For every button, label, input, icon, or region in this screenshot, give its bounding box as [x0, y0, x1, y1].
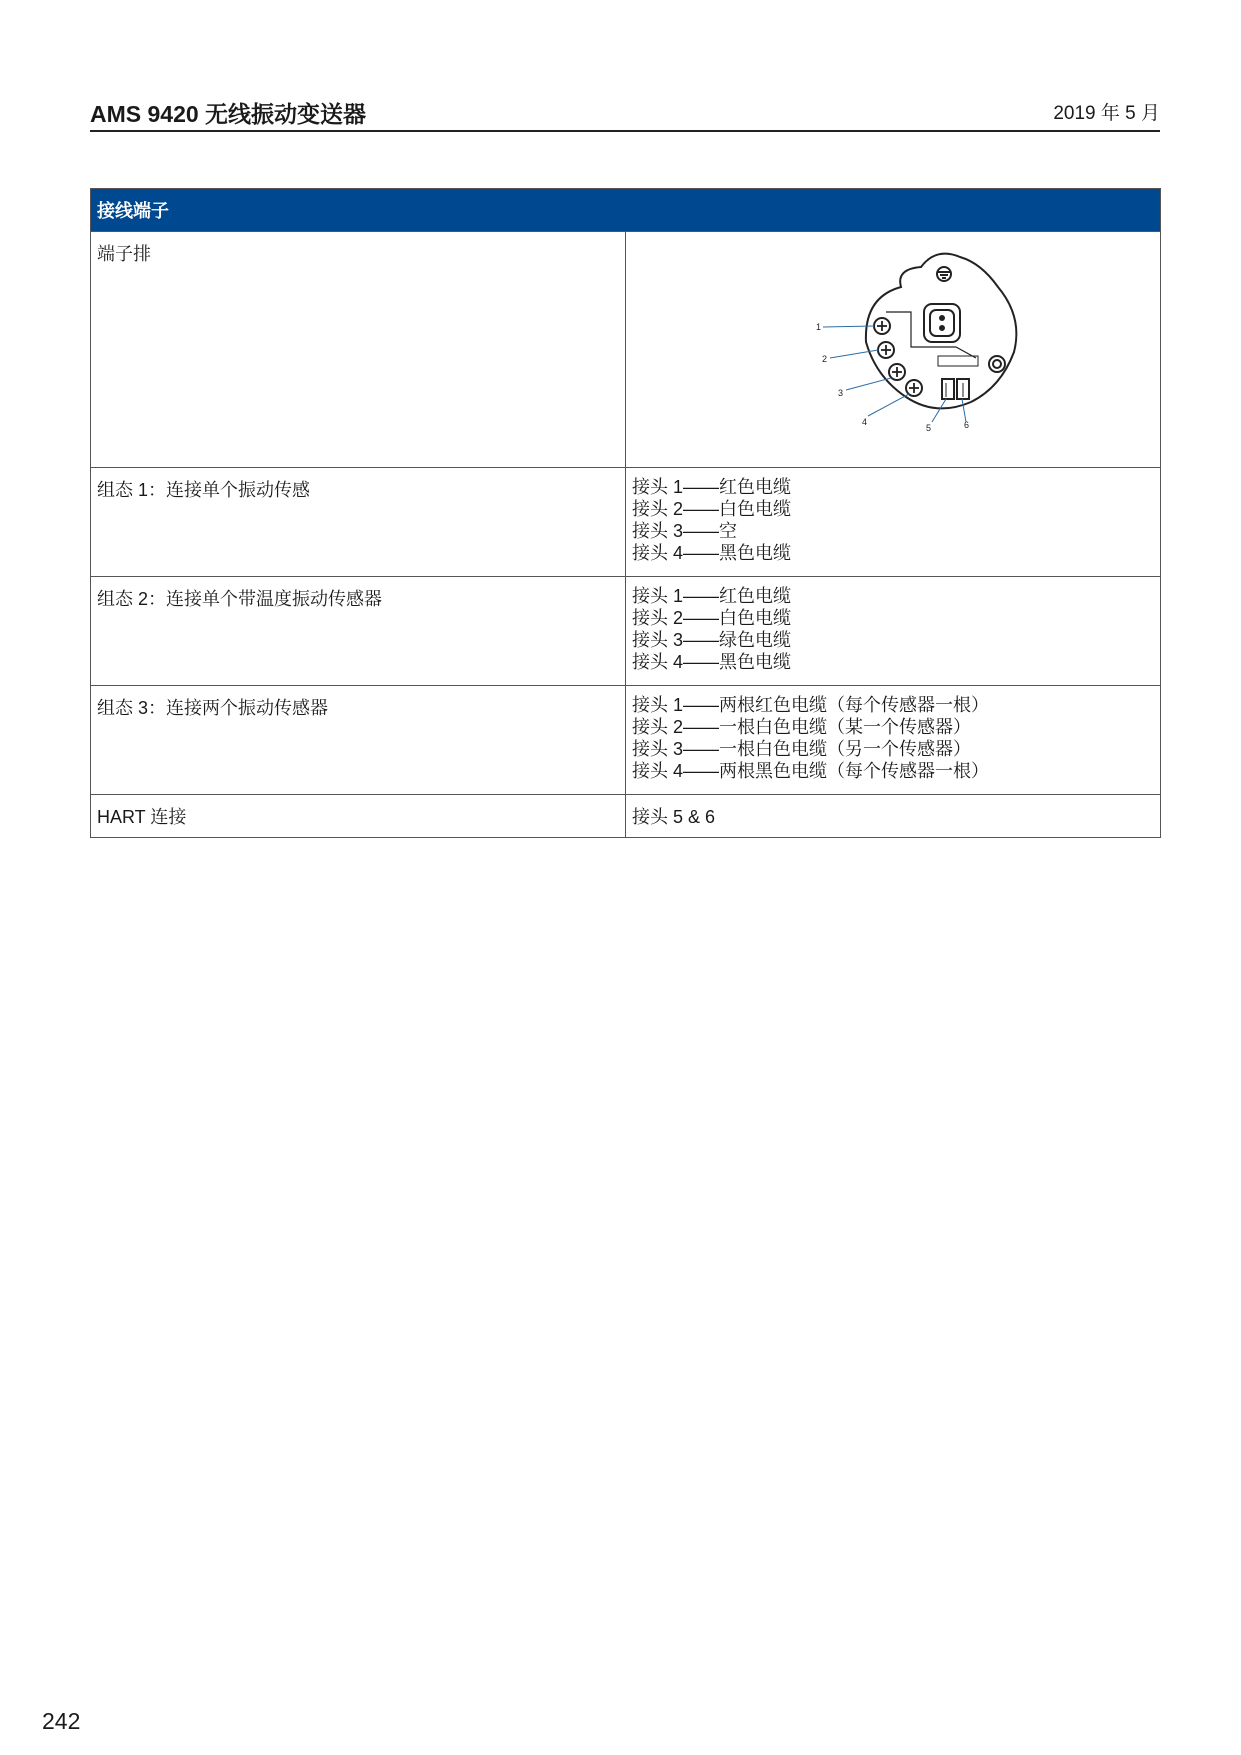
callout-3: 3 — [838, 388, 844, 398]
pin-line: 接头 4——两根黑色电缆（每个传感器一根） — [632, 761, 990, 781]
config-label: 组态 2：连接单个带温度振动传感器 — [91, 577, 626, 686]
terminal-block-label: 端子排 — [91, 232, 626, 468]
table-title: 接线端子 — [91, 189, 1161, 232]
page-number: 242 — [42, 1708, 81, 1734]
hart-terminal-5 — [942, 379, 954, 399]
callout-1: 1 — [816, 322, 822, 332]
pin-line: 接头 3——绿色电缆 — [632, 630, 792, 650]
callout-6: 6 — [964, 420, 970, 430]
pin-line: 接头 3——空 — [632, 521, 738, 541]
terminal-block-diagram-cell — [626, 232, 1161, 468]
terminal-block-row — [91, 232, 1161, 468]
page-header — [90, 96, 1160, 132]
hart-row — [91, 795, 1161, 838]
pin-line: 接头 2——白色电缆 — [632, 608, 792, 628]
pin-line: 接头 4——黑色电缆 — [632, 543, 792, 563]
document-date: 2019 年 5 月 — [1053, 103, 1160, 124]
pin-line: 接头 2——白色电缆 — [632, 499, 792, 519]
pin-line: 接头 2——一根白色电缆（某一个传感器） — [632, 717, 972, 737]
mount-hole — [989, 356, 1005, 372]
config-pins — [626, 686, 1161, 795]
config-row-2 — [91, 577, 1161, 686]
hart-value: 接头 5 & 6 — [626, 795, 1161, 838]
callout-4: 4 — [862, 417, 868, 427]
terminal-block-diagram — [626, 232, 1241, 484]
pin-line: 接头 1——红色电缆 — [632, 477, 792, 497]
wiring-terminals-table — [90, 188, 1161, 838]
config-label: 组态 3：连接两个振动传感器 — [91, 686, 626, 795]
document-title: AMS 9420 无线振动变送器 — [90, 101, 367, 127]
callout-2: 2 — [822, 354, 828, 364]
config-label: 组态 1：连接单个振动传感 — [91, 468, 626, 577]
pin-line: 接头 1——两根红色电缆（每个传感器一根） — [632, 695, 990, 715]
callout-5: 5 — [926, 423, 932, 433]
config-pins — [626, 577, 1161, 686]
pin-line: 接头 3——一根白色电缆（另一个传感器） — [632, 739, 972, 759]
hart-label: HART 连接 — [91, 795, 626, 838]
pin-line: 接头 4——黑色电缆 — [632, 652, 792, 672]
pin-line: 接头 1——红色电缆 — [632, 586, 792, 606]
config-row-3 — [91, 686, 1161, 795]
